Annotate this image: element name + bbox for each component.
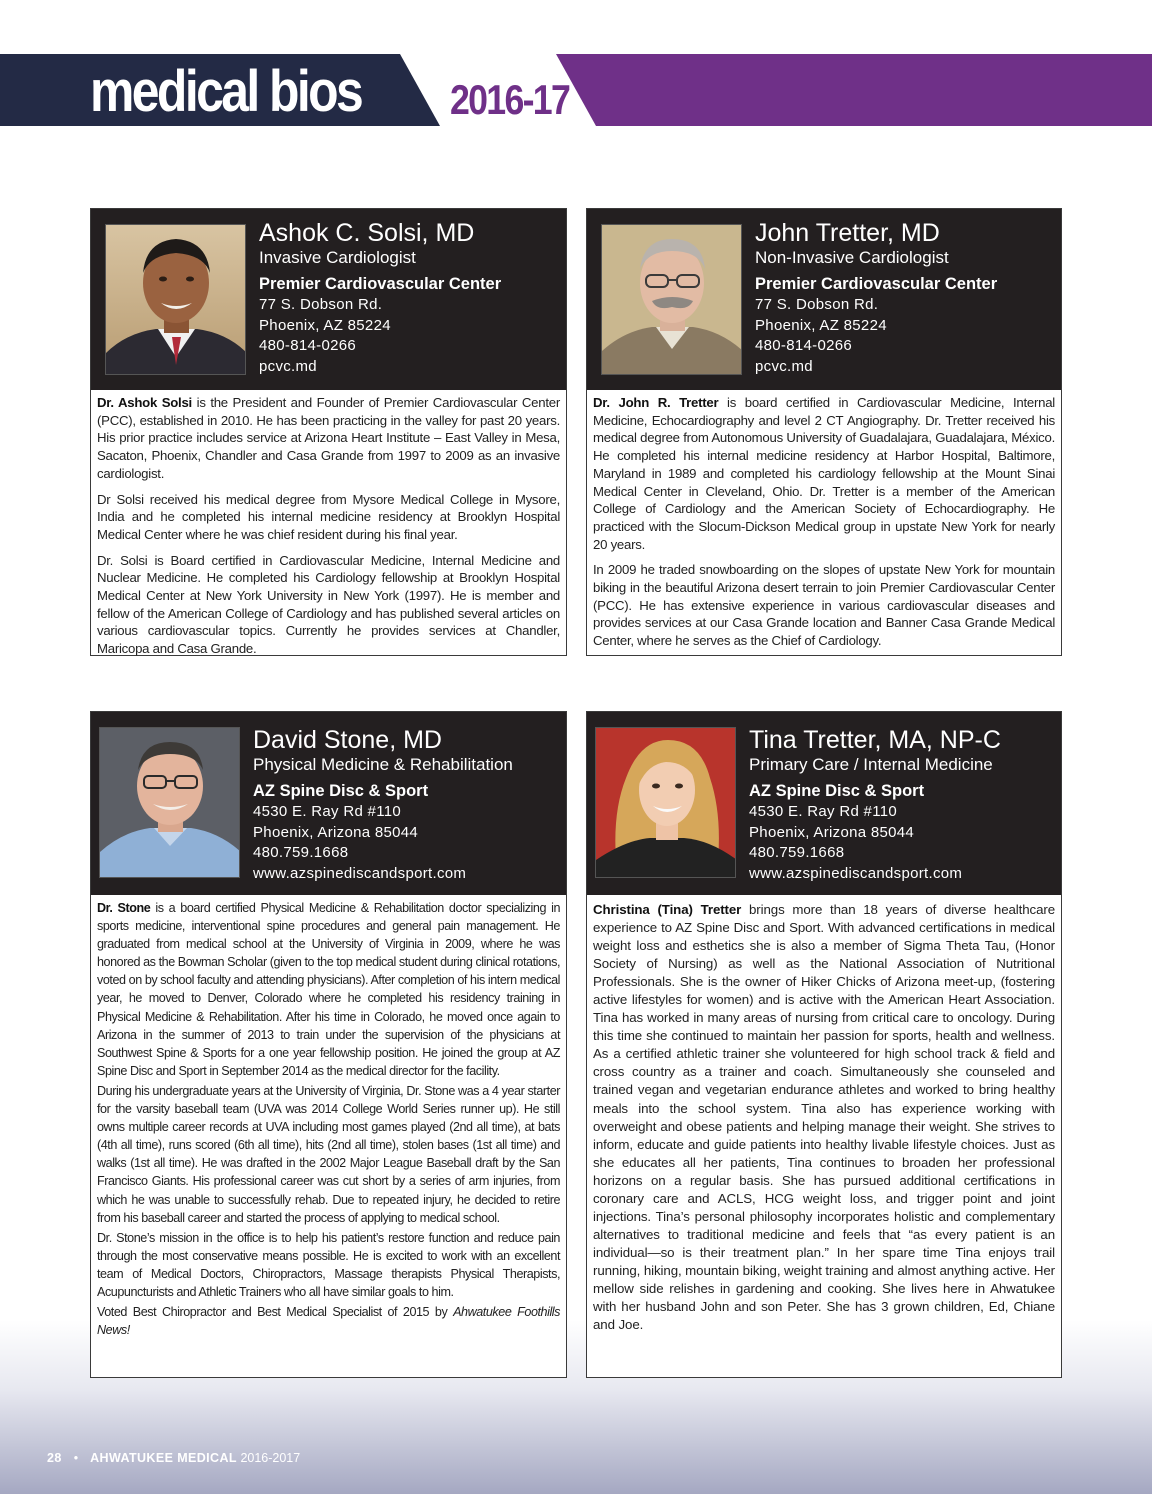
page-number: 28 [47, 1451, 62, 1465]
phone-number: 480-814-0266 [755, 337, 853, 355]
portrait-photo-john-tretter [601, 224, 742, 375]
portrait-photo-tina-tretter [595, 727, 736, 878]
bio-paragraph: During his undergraduate years at the University of Virginia, Dr. Stone was a 4 year starter for the varsity baseball team (UVA was 2014 College World Series runner up). He still owns multiple career records at UVA including most games played (2nd all time), at bats (4th all time), runs scored (6th all time), hits (2nd all time), stolen bases (1st all time) and walks (1st all time). He was drafted in the 2002 Major League Baseball draft by the San Francisco Giants. His professional career was cut short by a series of arm injuries, from which he was unable to successfully rehab. Due to repeated injury, he decided to retire from his baseball career and started the process of applying to medical school. [97, 1083, 560, 1225]
publication-year: 2016-2017 [240, 1451, 301, 1465]
bio-text [97, 899, 560, 1341]
bio-paragraph: In 2009 he traded snowboarding on the slopes of upstate New York for mountain biking in the beautiful Arizona desert terrain to join Premier Cardiovascular Center (PCC). He has extensive experience in various cardiovascular diseases and provides services at our Casa Grande location and Banner Casa Grande Medical Center, where he serves as the Chief of Cardiology. [593, 562, 1055, 649]
doctor-specialty: Physical Medicine & Rehabilitation [253, 755, 513, 774]
bio-text [593, 394, 1055, 658]
phone-number: 480.759.1668 [253, 844, 349, 862]
website: pcvc.md [755, 358, 813, 376]
publication-title: AHWATUKEE MEDICAL [90, 1451, 237, 1465]
phone-number: 480-814-0266 [259, 337, 357, 355]
bio-paragraph: Dr. John R. Tretter is board certified in Cardiovascular Medicine, Internal Medicine, Echocardiography and level 2 CT Angiography. Dr. Tretter received his medical degree from Autonomous University of Guadalajara, Guadalajara, México. He completed his internal medicine residency at Harbor Hospital, Baltimore, Maryland in 1989 and completed his cardiology fellowship at the Mount Sinai Medical Center in Cleveland, Ohio. Dr. Tretter is a member of the American College of Cardiology and the American Society of Echocardiography. He practiced with the Slocum-Dickson Medical group in upstate New York for nearly 20 years. [593, 395, 1055, 552]
bio-card-john-tretter [586, 208, 1062, 656]
doctor-specialty: Non-Invasive Cardiologist [755, 248, 949, 267]
bio-contact-block [749, 726, 1001, 885]
bio-lead-name: Dr. John R. Tretter [593, 395, 719, 410]
bio-paragraph: Dr. Solsi is Board certified in Cardiovascular Medicine, Internal Medicine and Nuclear Medicine. He completed his Cardiology fellowship at Brooklyn Hospital Medical Center at New York University in New York (1997). He is member and fellow of the American College of Cardiology and has published several articles on various cardiovascular topics. Currently he provides services at Chandler, Maricopa and Casa Grande. [97, 552, 560, 657]
bio-paragraph: Dr Solsi received his medical degree from Mysore Medical College in Mysore, India and he completed his internal medicine residency at Brooklyn Hospital Medical Center where he was chief resident during his final year. [97, 491, 560, 542]
website: www.azspinediscandsport.com [253, 865, 467, 883]
address-line-2: Phoenix, Arizona 85044 [253, 823, 419, 841]
footer-separator: • [73, 1451, 79, 1465]
portrait-photo-david-stone [99, 727, 240, 878]
bio-text [593, 901, 1055, 1342]
doctor-name: John Tretter, MD [755, 219, 940, 247]
bio-lead-name: Dr. Ashok Solsi [97, 395, 192, 410]
bio-paragraph: Dr. Stone’s mission in the office is to help his patient’s restore function and reduce pain through the most conservative means possible. He is excited to work with an excellent team of Medical Doctors, Chiropractors, Massage therapists Physical Therapists, Acupuncturists and Athletic Trainers who all have similar goals to him. [97, 1230, 560, 1299]
page-footer [47, 1451, 300, 1465]
phone-number: 480.759.1668 [749, 844, 845, 862]
practice-name: AZ Spine Disc & Sport [253, 782, 429, 800]
doctor-name: David Stone, MD [253, 726, 442, 754]
website: pcvc.md [259, 358, 317, 376]
bio-text [97, 394, 560, 666]
bio-lead-name: Dr. Stone [97, 901, 151, 915]
address-line-1: 77 S. Dobson Rd. [259, 296, 383, 313]
bio-paragraph: Voted Best Chiropractor and Best Medical Specialist of 2015 by Ahwatukee Foothills News! [97, 1305, 561, 1338]
bio-contact-block [253, 726, 513, 885]
website: www.azspinediscandsport.com [749, 865, 963, 883]
address-line-1: 4530 E. Ray Rd #110 [253, 803, 402, 820]
address-line-2: Phoenix, AZ 85224 [259, 316, 391, 334]
doctor-name: Ashok C. Solsi, MD [259, 219, 475, 247]
bio-card-tina-tretter [586, 711, 1062, 1378]
page-year: 2016-17 [450, 76, 570, 123]
bio-paragraph: Dr. Ashok Solsi is the President and Founder of Premier Cardiovascular Center (PCC), established in 2010. He has been practicing in the valley for past 20 years. His prior practice includes service at Arizona Heart Institute – East Valley in Mesa, Sacaton, Phoenix, Chandler and Casa Grande from 1997 to 2009 as an invasive cardiologist. [97, 395, 560, 481]
page-title: medical bios [90, 59, 362, 124]
bio-contact-block [259, 219, 501, 378]
publication-name: Ahwatukee Foothills News! [97, 1305, 561, 1338]
address-line-1: 77 S. Dobson Rd. [755, 296, 879, 313]
header-banner-purple [556, 54, 1152, 126]
doctor-specialty: Primary Care / Internal Medicine [749, 755, 993, 774]
practice-name: Premier Cardiovascular Center [755, 275, 998, 293]
bio-paragraph: Christina (Tina) Tretter brings more than 18 years of diverse healthcare experience to AZ Spine Disc and Sport. With advanced certifications in medical weight loss and esthetics she is also a member of Sigma Theta Tau, (Honor Society of Nursing) as well as the National Association of Nutritional Professionals. She is the owner of Hiker Chicks of Arizona meet-up, (fostering active lifestyles for women) and is active with the American Heart Association. Tina has worked in many areas of nursing from critical care to oncology. During this time she continued to maintain her passion for sports, health and wellness. As a certified athletic trainer she volunteered for high school track & field and cross country as a trainer and coach. Simultaneously she counseled and trained vegan and vegetarian endurance athletes and worked to bring healthy meals into the school system. Tina also has experience working with overweight and obese patients and helping manage their weight. She strives to inform, educate and guide patients into healthy livable lifestyle choices. Just as she educates all her patients, Tina continues to broaden her professional horizons on a regular basis. She has pursued additional certifications in coronary care and ACLS, HCG weight loss, and trigger point and joint injections. Tina’s personal philosophy incorporates holistic and complementary alternatives to traditional medicine and feels that “as every patient is an individual—so is their treatment plan.” In her spare time Tina enjoys trail running, hiking, mountain biking, weight training and almost anything active. Her mellow side relishes in gardening and cooking. She lives here in Ahwatukee with her husband John and son Peter. She has 3 grown children, Ed, Chiane and Joe. [593, 902, 1056, 1333]
bio-card-david-stone [90, 711, 567, 1378]
bio-contact-block [755, 219, 997, 378]
bio-paragraph: Dr. Stone is a board certified Physical Medicine & Rehabilitation doctor specializing in sports medicine, interventional spine procedures and general pain management. He graduated from medical school at the University of Virginia in 2009, where he was honored as the Bowman Scholar (given to the top medical student during clinical rotations, voted on by school faculty and attending physicians). After completion of his intern medical year, he moved to Denver, Colorado where he completed his residency training in Physical Medicine & Rehabilitation. After his time in Colorado, he moved once again to Arizona in the summer of 2013 to train under the supervision of the physicians at Southwest Spine & Sports for a one year fellowship position. He joined the group at AZ Spine Disc and Sport in September 2014 as the medical director for the facility. [97, 901, 560, 1078]
doctor-specialty: Invasive Cardiologist [259, 248, 416, 267]
practice-name: Premier Cardiovascular Center [259, 275, 502, 293]
address-line-2: Phoenix, Arizona 85044 [749, 823, 915, 841]
bio-lead-name: Christina (Tina) Tretter [593, 902, 742, 917]
practice-name: AZ Spine Disc & Sport [749, 782, 925, 800]
address-line-1: 4530 E. Ray Rd #110 [749, 803, 898, 820]
address-line-2: Phoenix, AZ 85224 [755, 316, 887, 334]
bio-card-solsi [90, 208, 567, 656]
portrait-photo-solsi [105, 224, 246, 375]
doctor-name: Tina Tretter, MA, NP-C [749, 726, 1001, 754]
